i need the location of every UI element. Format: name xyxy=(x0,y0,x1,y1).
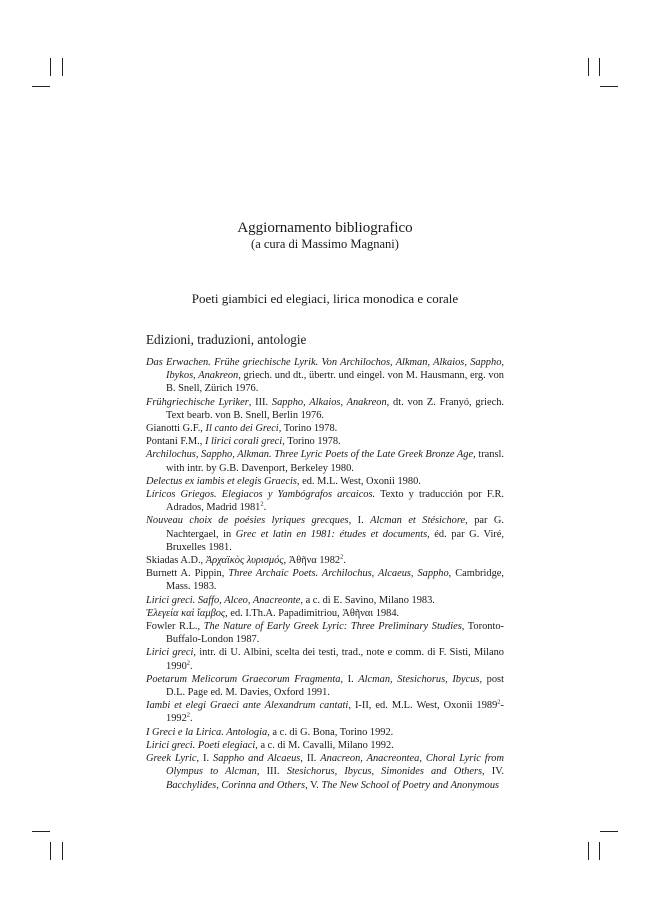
entry-text: Pontani F.M., xyxy=(146,436,205,448)
entry-text: , a c. di E. Savino, Milano 1983. xyxy=(300,594,435,606)
crop-mark xyxy=(32,831,50,832)
bibliography-entry xyxy=(146,594,504,607)
italic-title: Lirici greci. Saffo, Alceo, Anacreonte xyxy=(146,594,301,606)
italic-title: Stesichorus, Ibycus, Simonides and Others xyxy=(286,766,483,778)
italic-title: Frühgriechische Lyriker xyxy=(146,396,249,408)
entry-text: , Toronto-Buffalo-London 1987. xyxy=(166,621,505,646)
entry-text: , I-II, ed. M.L. West, Oxonii 1989 xyxy=(348,700,498,712)
superscript: 2 xyxy=(186,712,191,720)
entry-text: , Cambridge, Mass. 1983. xyxy=(166,568,504,593)
entry-text: . xyxy=(343,555,346,567)
bibliography-entry xyxy=(146,554,504,567)
italic-title: Sappho, Alkaios, Anakreon xyxy=(271,396,387,408)
entry-text: , a c. di G. Bona, Torino 1992. xyxy=(267,726,394,738)
superscript: 2 xyxy=(340,553,344,561)
crop-mark xyxy=(600,831,618,832)
entry-text: . xyxy=(190,713,193,725)
italic-title: Iambi et elegi Graeci ante Alexandrum cantati xyxy=(146,700,349,712)
bibliography-entry xyxy=(146,396,504,422)
bibliography-entry xyxy=(146,620,504,646)
italic-title: Nouveau choix de poésies lyriques grecques xyxy=(146,515,349,527)
italic-title: Alcman, Stesichorus, Ibycus xyxy=(358,673,480,685)
entry-text: , dt. von Z. Franyó, griech. Text bearb. von B. Snell, Berlin 1976. xyxy=(166,396,504,421)
bibliography-entry xyxy=(146,514,504,554)
italic-title: Poetarum Melicorum Graecorum Fragmenta xyxy=(146,673,341,685)
entry-text: , I. xyxy=(340,673,359,685)
italic-title: I lirici corali greci xyxy=(204,436,283,448)
crop-mark xyxy=(62,842,63,860)
bibliography-entry xyxy=(146,673,504,699)
italic-title: Grec et latin en 1981: études et documents xyxy=(235,528,428,540)
entry-text: , par G. Nachtergael, in xyxy=(166,515,504,540)
italic-title: I Greci e la Lirica. Antologia xyxy=(146,726,268,738)
entry-text: Skiadas A.D., xyxy=(146,555,206,567)
page-subtitle: (a cura di Massimo Magnani) xyxy=(251,237,399,251)
italic-title: Alcman et Stésichore xyxy=(370,515,466,527)
italic-title: Ἐλεγεία καὶ ἴαμβος xyxy=(146,607,226,619)
entry-text: , I. xyxy=(348,515,371,527)
italic-title: Archilochus, Sappho, Alkman. Three Lyric Poets of the Late Greek Bronze Age xyxy=(146,449,474,461)
entry-text: , griech. und dt., übertr. und eingel. von M. Hausmann, erg. von B. Snell, Zürich 1976. xyxy=(166,370,504,395)
italic-title: Three Archaic Poets. Archilochus, Alcaeus, Sappho xyxy=(228,568,449,580)
italic-title: Líricos Griegos. Elegiacos y Yambógrafos arcaicos. xyxy=(146,489,376,501)
entry-text: Burnett A. Pippin, xyxy=(146,568,229,580)
entry-text: , II. xyxy=(300,753,321,765)
italic-title: Anacreon, Anacreontea, Choral Lyric from Olympus to Alcman xyxy=(166,753,504,778)
entry-text: , ed. I.Th.A. Papadimitriou, Ἀθῆναι 1984. xyxy=(225,607,400,619)
crop-mark xyxy=(62,58,63,76)
italic-title: Il canto dei Greci xyxy=(205,423,279,435)
entry-text: , transl. with intr. by G.B. Davenport, Berkeley 1980. xyxy=(166,449,504,474)
bibliography-entry xyxy=(146,567,504,593)
entry-text: Texto y traducción por F.R. Adrados, Madrid 1981 xyxy=(166,489,504,514)
bibliography-list xyxy=(146,356,504,792)
bibliography-entry xyxy=(146,488,504,514)
crop-mark xyxy=(600,86,618,87)
bibliography-entry xyxy=(146,448,504,474)
entry-text: Gianotti G.F., xyxy=(146,423,206,435)
crop-mark xyxy=(599,842,600,860)
crop-mark xyxy=(599,58,600,76)
entry-text: . xyxy=(190,660,193,672)
entry-text: , ed. M.L. West, Oxonii 1980. xyxy=(296,475,421,487)
italic-title: Das Erwachen. Frühe griechische Lyrik. Von Archilochos, Alkman, Alkaios, Sappho, Ibykos, Anakreon xyxy=(146,357,504,382)
bibliography-entry xyxy=(146,607,504,620)
crop-mark xyxy=(588,58,589,76)
entry-text: , éd. par G. Viré, Bruxelles 1981. xyxy=(166,528,504,553)
italic-title: Lirici greci xyxy=(146,647,194,659)
entry-text: , III. xyxy=(248,396,272,408)
bibliography-entry xyxy=(146,422,504,435)
entry-text: , a c. di M. Cavalli, Milano 1992. xyxy=(255,739,394,751)
entry-text: Fowler R.L., xyxy=(146,621,204,633)
entry-text: , intr. di U. Albini, scelta dei testi, trad., note e comm. di F. Sisti, Milano 1990 xyxy=(166,647,504,672)
italic-title: Greek Lyric xyxy=(146,753,197,765)
bibliography-entry xyxy=(146,356,504,396)
bibliography-entry xyxy=(146,646,504,672)
italic-title: Ἀρχαϊκὸς λυρισμός xyxy=(205,555,284,567)
page-title: Aggiornamento bibliografico xyxy=(237,220,413,236)
crop-mark xyxy=(50,842,51,860)
italic-title: Bacchylides, Corinna and Others xyxy=(166,779,306,791)
bibliography-entry xyxy=(146,726,504,739)
entry-text: , post D.L. Page ed. M. Davies, Oxford 1991. xyxy=(166,673,504,699)
entry-text: , III. xyxy=(256,766,287,778)
italic-title: Delectus ex iambis et elegis Graecis xyxy=(146,475,297,487)
entry-text: , I. xyxy=(196,753,214,765)
italic-title: Sappho and Alcaeus xyxy=(213,753,301,765)
entry-text: , IV. xyxy=(482,766,504,778)
bibliography-entry xyxy=(146,475,504,488)
entry-text: -1992 xyxy=(166,700,504,725)
section-title: Poeti giambici ed elegiaci, lirica monodica e corale xyxy=(191,291,459,306)
bibliography-entry xyxy=(146,435,504,448)
italic-title: Lirici greci. Poeti elegiaci xyxy=(146,739,256,751)
superscript: 2 xyxy=(497,698,501,706)
italic-title: The Nature of Early Greek Lyric: Three Preliminary Studies xyxy=(203,621,462,633)
bibliography-entry xyxy=(146,739,504,752)
entry-text: , Torino 1978. xyxy=(282,436,341,448)
crop-mark xyxy=(588,842,589,860)
crop-mark xyxy=(50,58,51,76)
entry-text: , V. xyxy=(305,779,322,791)
bibliography-entry xyxy=(146,752,504,792)
entry-text: , Torino 1978. xyxy=(278,423,338,435)
italic-title: The New School of Poetry and Anonymous xyxy=(321,779,500,791)
entry-text: . xyxy=(263,502,267,514)
superscript: 2 xyxy=(186,659,191,667)
bibliography-entry xyxy=(146,699,504,725)
superscript: 2 xyxy=(260,500,264,508)
subsection-title: Edizioni, traduzioni, antologie xyxy=(146,332,307,347)
crop-mark xyxy=(32,86,50,87)
entry-text: , Ἀθῆνα 1982 xyxy=(283,555,341,567)
